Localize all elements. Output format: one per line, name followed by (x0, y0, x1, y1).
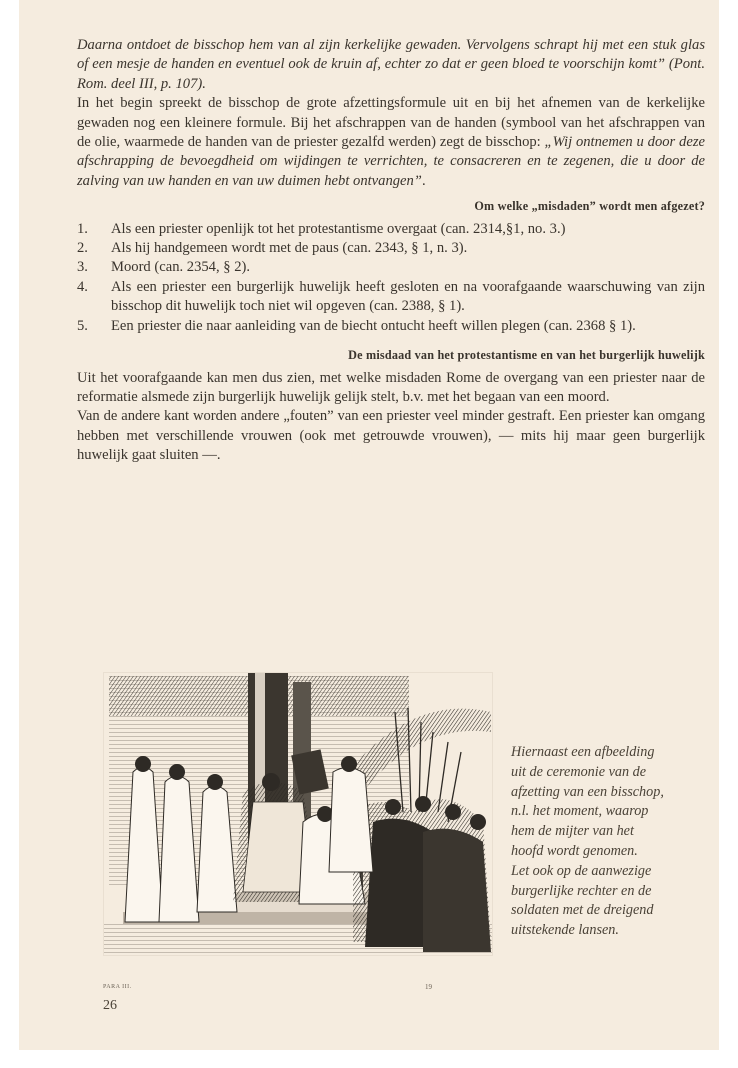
section-heading-misdaden: Om welke „misdaden” wordt men afgezet? (474, 199, 705, 214)
bishop-formula-quote: „Wij ontnemen u door deze afschrapping de bevoegdheid om wijdingen te verrichten, te consacreren en te zegenen, die u door de zalving van uw handen en van uw duimen hebt ontvangen” (77, 134, 705, 189)
list-item: 2. Als hij handgemeen wordt met de paus (can. 2343, § 1, n. 3). (77, 240, 468, 257)
paragraph-fouten: Van de andere kant worden andere „fouten” van een priester veel minder gestraft. Een priester kan omgang hebben met verschillende vrouwen (ook met getrouwde vrouwen), — mits hij maar geen burgerlijk huwelijk gaat sluiten —. (77, 408, 705, 464)
list-item: 1. Als een priester openlijk tot het protestantisme overgaat (can. 2314,§1, no. 3.) (77, 220, 566, 237)
body-text (77, 36, 705, 466)
book-page (19, 0, 719, 1068)
page-number: 26 (103, 998, 117, 1013)
section-heading-protestantisme: De misdaad van het protestantisme en van het burgerlijk huwelijk (348, 348, 705, 363)
intro-quote: Daarna ontdoet de bisschop hem van al zijn kerkelijke gewaden. Vervolgens schrapt hij met een stuk glas of een mesje de handen en eventuel ook de kruin af, echter zo dat er geen bloed te voorschijn komt” (Pont. Rom. deel III, p. 107). (77, 37, 705, 92)
ceremony-engraving (103, 672, 493, 956)
list-item: 4. Als een priester een burgerlijk huwelijk heeft gesloten en na voorafgaande waarschuwing van zijn bisschop dit huwelijk toch niet wil opgeven (can. 2388, § 1). (77, 278, 705, 315)
list-item: 3. Moord (can. 2354, § 2). (77, 259, 251, 276)
intro-text: In het begin spreekt de bisschop de grote afzettingsformule uit en bij het afnemen van de kerkelijke gewaden nog een kleinere formule. Bij het afschrappen van de handen (symbool van het afschrappen van de olie, waarmede de handen van de priester gezalfd werden) zegt de bisschop: (77, 95, 705, 151)
figure-number-label: 19 (425, 983, 432, 991)
paragraph-rome: Uit het voorafgaande kan men dus zien, met welke misdaden Rome de overgang van een priester naar de reformatie alsmede zijn burgerlijk huwelijk gelijk stelt, b.v. met het begaan van een moord. (77, 369, 705, 405)
misdaden-list (77, 220, 705, 336)
list-item: 5. Een priester die naar aanleiding van de biecht ontucht heeft willen plegen (can. 2368 § 1). (77, 317, 636, 334)
intro-paragraph: Daarna ontdoet de bisschop hem van al zijn kerkelijke gewaden. Vervolgens schrapt hij met een stuk glas of een mesje de handen en eventuel ook de kruin af, echter zo dat er geen bloed te voorschijn komt” (Pont. Rom. deel III, p. 107). In het begin spreekt de bisschop de grote afzettingsformule uit en bij het afnemen van de kerkelijke gewaden nog een kleinere formule. Bij het afschrappen van de handen (symbool van het afschrappen van de olie, waarmede de handen van de priester gezalfd werden) zegt de bisschop: „Wij ontnemen u door deze afschrapping de bevoegdheid om wijdingen te verrichten, te consacreren en te zegenen, die u door de zalving van uw handen en van uw duimen hebt ontvangen”. (77, 37, 705, 189)
figure-caption: Hiernaast een afbeelding uit de ceremonie van de afzetting van een bisschop, n.l. het moment, waarop hem de mijter van het hoofd wordt genomen. Let ook op de aanwezige burgerlijke rechter en de soldaten met de dreigend uitstekende lansen. (511, 744, 664, 939)
figure-source-label: PARA III. (103, 984, 132, 990)
